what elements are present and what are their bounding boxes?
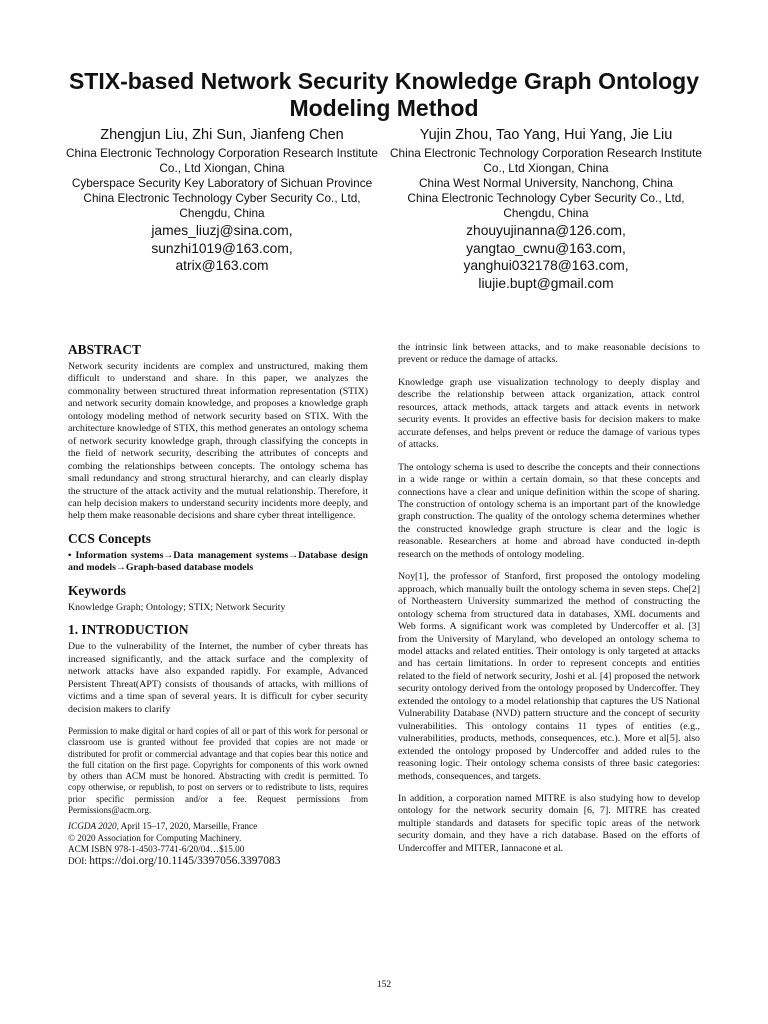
conference-info — [68, 821, 368, 868]
abstract-heading: ABSTRACT — [68, 342, 141, 357]
doi-label: DOI: — [68, 855, 90, 866]
ccs-section — [68, 531, 368, 575]
author-affiliation: China Electronic Technology Cyber Security Co., Ltd, Chengdu, China — [83, 191, 361, 220]
page-number: 152 — [376, 980, 392, 990]
author-affiliation: China West Normal University, Nanchong, China — [419, 176, 673, 190]
left-column — [68, 342, 368, 868]
author-affiliation: Cyberspace Security Key Laboratory of Sichuan Province — [71, 176, 373, 190]
abstract-section — [68, 342, 368, 523]
body-paragraph: Knowledge graph use visualization technology to deeply display and describe the relationship between attack organization, attack control resources, attack methods, attack targets and attack events in network security events. It provides an effective basis for decision makers to make accurate defenses, and helps prevent or reduce the damage of various types of attacks. — [398, 376, 700, 451]
author-affiliation: China Electronic Technology Cyber Security Co., Ltd, Chengdu, China — [407, 191, 685, 220]
author-names: Yujin Zhou, Tao Yang, Hui Yang, Jie Liu — [419, 127, 673, 143]
abstract-text: Network security incidents are complex and unstructured, making them difficult to understand and share. In this paper, we analyzes the commonality between structured threat information representation (STIX) and network security domain knowledge, and proposes a knowledge graph ontology modeling method of network security based on STIX. With the architecture knowledge of STIX, this method generates an ontology schema of network security knowledge graph, through classifying the concepts in the field of network security, describing the attributes of concepts and combing the relationships between concepts. The ontology schema has small redundancy and strong structural hierarchy, and can clearly display the structure of the attack activity and the mutual relationship. Therefore, it can help decision makers to understand security incidents more deeply, and help them make reasonable decisions and share cyber threat intelligence. — [68, 361, 368, 522]
keywords-section — [68, 583, 368, 614]
keywords-heading: Keywords — [68, 582, 127, 598]
doi-link[interactable]: https://doi.org/10.1145/3397056.3397083 — [89, 854, 281, 867]
body-paragraph: the intrinsic link between attacks, and to make reasonable decisions to prevent or reduce the damage of attacks. — [398, 342, 700, 366]
author-email: yangtao_cwnu@163.com, — [466, 240, 626, 256]
author-block-left — [62, 126, 382, 275]
author-email: sunzhi1019@163.com, — [151, 240, 293, 256]
author-names: Zhengjun Liu, Zhi Sun, Jianfeng Chen — [100, 127, 344, 143]
conference-name: ICGDA 2020, — [68, 821, 119, 832]
body-paragraph: Noy[1], the professor of Stanford, first proposed the ontology modeling approach, which manually built the ontology schema in seven steps. Che[2] of Northeastern University summarized the method of constructing the ontology schema from structured data in databases, XML documents and Web forms. A significant work was completed by Undercoffer et al. [3] from the University of Maryland, who developed an ontology schema to model attacks and related entities. Their ontology is only targeted at attacks and has certain limitations. In order to represent concepts and entities related to the field of network security, Joshi et al. [4] proposed the network security ontology derived from the ontology proposed by Undercoffer. They extended the ontology to a model relationship that captures the US National Vulnerability Database (NVD) pattern structure and the concept of security vulnerabilities. This ontology contains 11 types of entities (e.g., vulnerabilities, products, methods, consequences, etc.). More et al[5]. also extended the ontology proposed by Undercoffer and added rules to the reasoning logic. Their ontology schema consists of three basic categories: methods, consequences, and targets. — [398, 571, 700, 782]
introduction-heading: 1. INTRODUCTION — [68, 622, 189, 638]
body-paragraph: The ontology schema is used to describe the concepts and their connections in a wide range or within a certain domain, so that these concepts and connections have a clear and unique definition within the scope of sharing. The construction of ontology schema is an important part of the knowledge graph construction. The quality of the ontology schema determines whether the constructed knowledge graph structure is clear and the logic is reasonable. Researchers at home and abroad have conducted in-depth research on the methods of ontology modeling. — [398, 461, 700, 560]
introduction-text: Due to the vulnerability of the Internet, the number of cyber threats has increased significantly, and the attack surface and the complexity of network attacks have also expanded rapidly. For example, Advanced Persistent Threat(APT) consists of thousands of attacks, with millions of victims and a time span of several years. It is difficult for cyber security decision makers to clarify — [68, 641, 368, 715]
body-paragraph: In addition, a corporation named MITRE is also studying how to develop ontology for the network security domain [6, 7]. MITRE has created multiple standards and datasets for specific topic areas of the network security domain, and they have a rich database. Based on the efforts of Undercoffer and MITER, Iannacone et al. — [398, 792, 700, 854]
author-email: atrix@163.com — [175, 258, 269, 273]
keywords-text: Knowledge Graph; Ontology; STIX; Network Security — [68, 601, 286, 613]
ccs-text: • Information systems→Data management systems→Database design and models→Graph-based database models — [68, 549, 368, 574]
author-email: yanghui032178@163.com, — [463, 258, 629, 273]
author-block-right — [388, 126, 704, 292]
introduction-section — [68, 622, 368, 716]
author-email: james_liuzj@sina.com, — [151, 223, 293, 238]
author-affiliation: China Electronic Technology Corporation Research Institute Co., Ltd Xiongan, China — [66, 146, 378, 175]
author-email: liujie.bupt@gmail.com — [478, 275, 614, 291]
conference-dates: April 15–17, 2020, Marseille, France — [118, 821, 258, 832]
conference-copyright: © 2020 Association for Computing Machinery. — [68, 832, 242, 843]
author-email: zhouyujinanna@126.com, — [466, 223, 626, 238]
right-column — [398, 342, 700, 865]
ccs-heading: CCS Concepts — [68, 530, 151, 546]
author-affiliation: China Electronic Technology Corporation Research Institute Co., Ltd Xiongan, China — [390, 146, 702, 175]
paper-title: STIX-based Network Security Knowledge Graph Ontology Modeling Method — [68, 68, 700, 121]
copyright-notice: Permission to make digital or hard copies of all or part of this work for personal or classroom use is granted without fee provided that copies are not made or distributed for profit or commercial advantage and that copies bear this notice and the full citation on the first page. Copyrights for components of this work owned by others than ACM must be honored. Abstracting with credit is permitted. To copy otherwise, or republish, to post on servers or to redistribute to lists, requires prior specific permission and/or a fee. Request permissions from Permissions@acm.org. — [68, 725, 368, 816]
conference-isbn: ACM ISBN 978-1-4503-7741-6/20/04…$15.00 — [68, 843, 245, 854]
